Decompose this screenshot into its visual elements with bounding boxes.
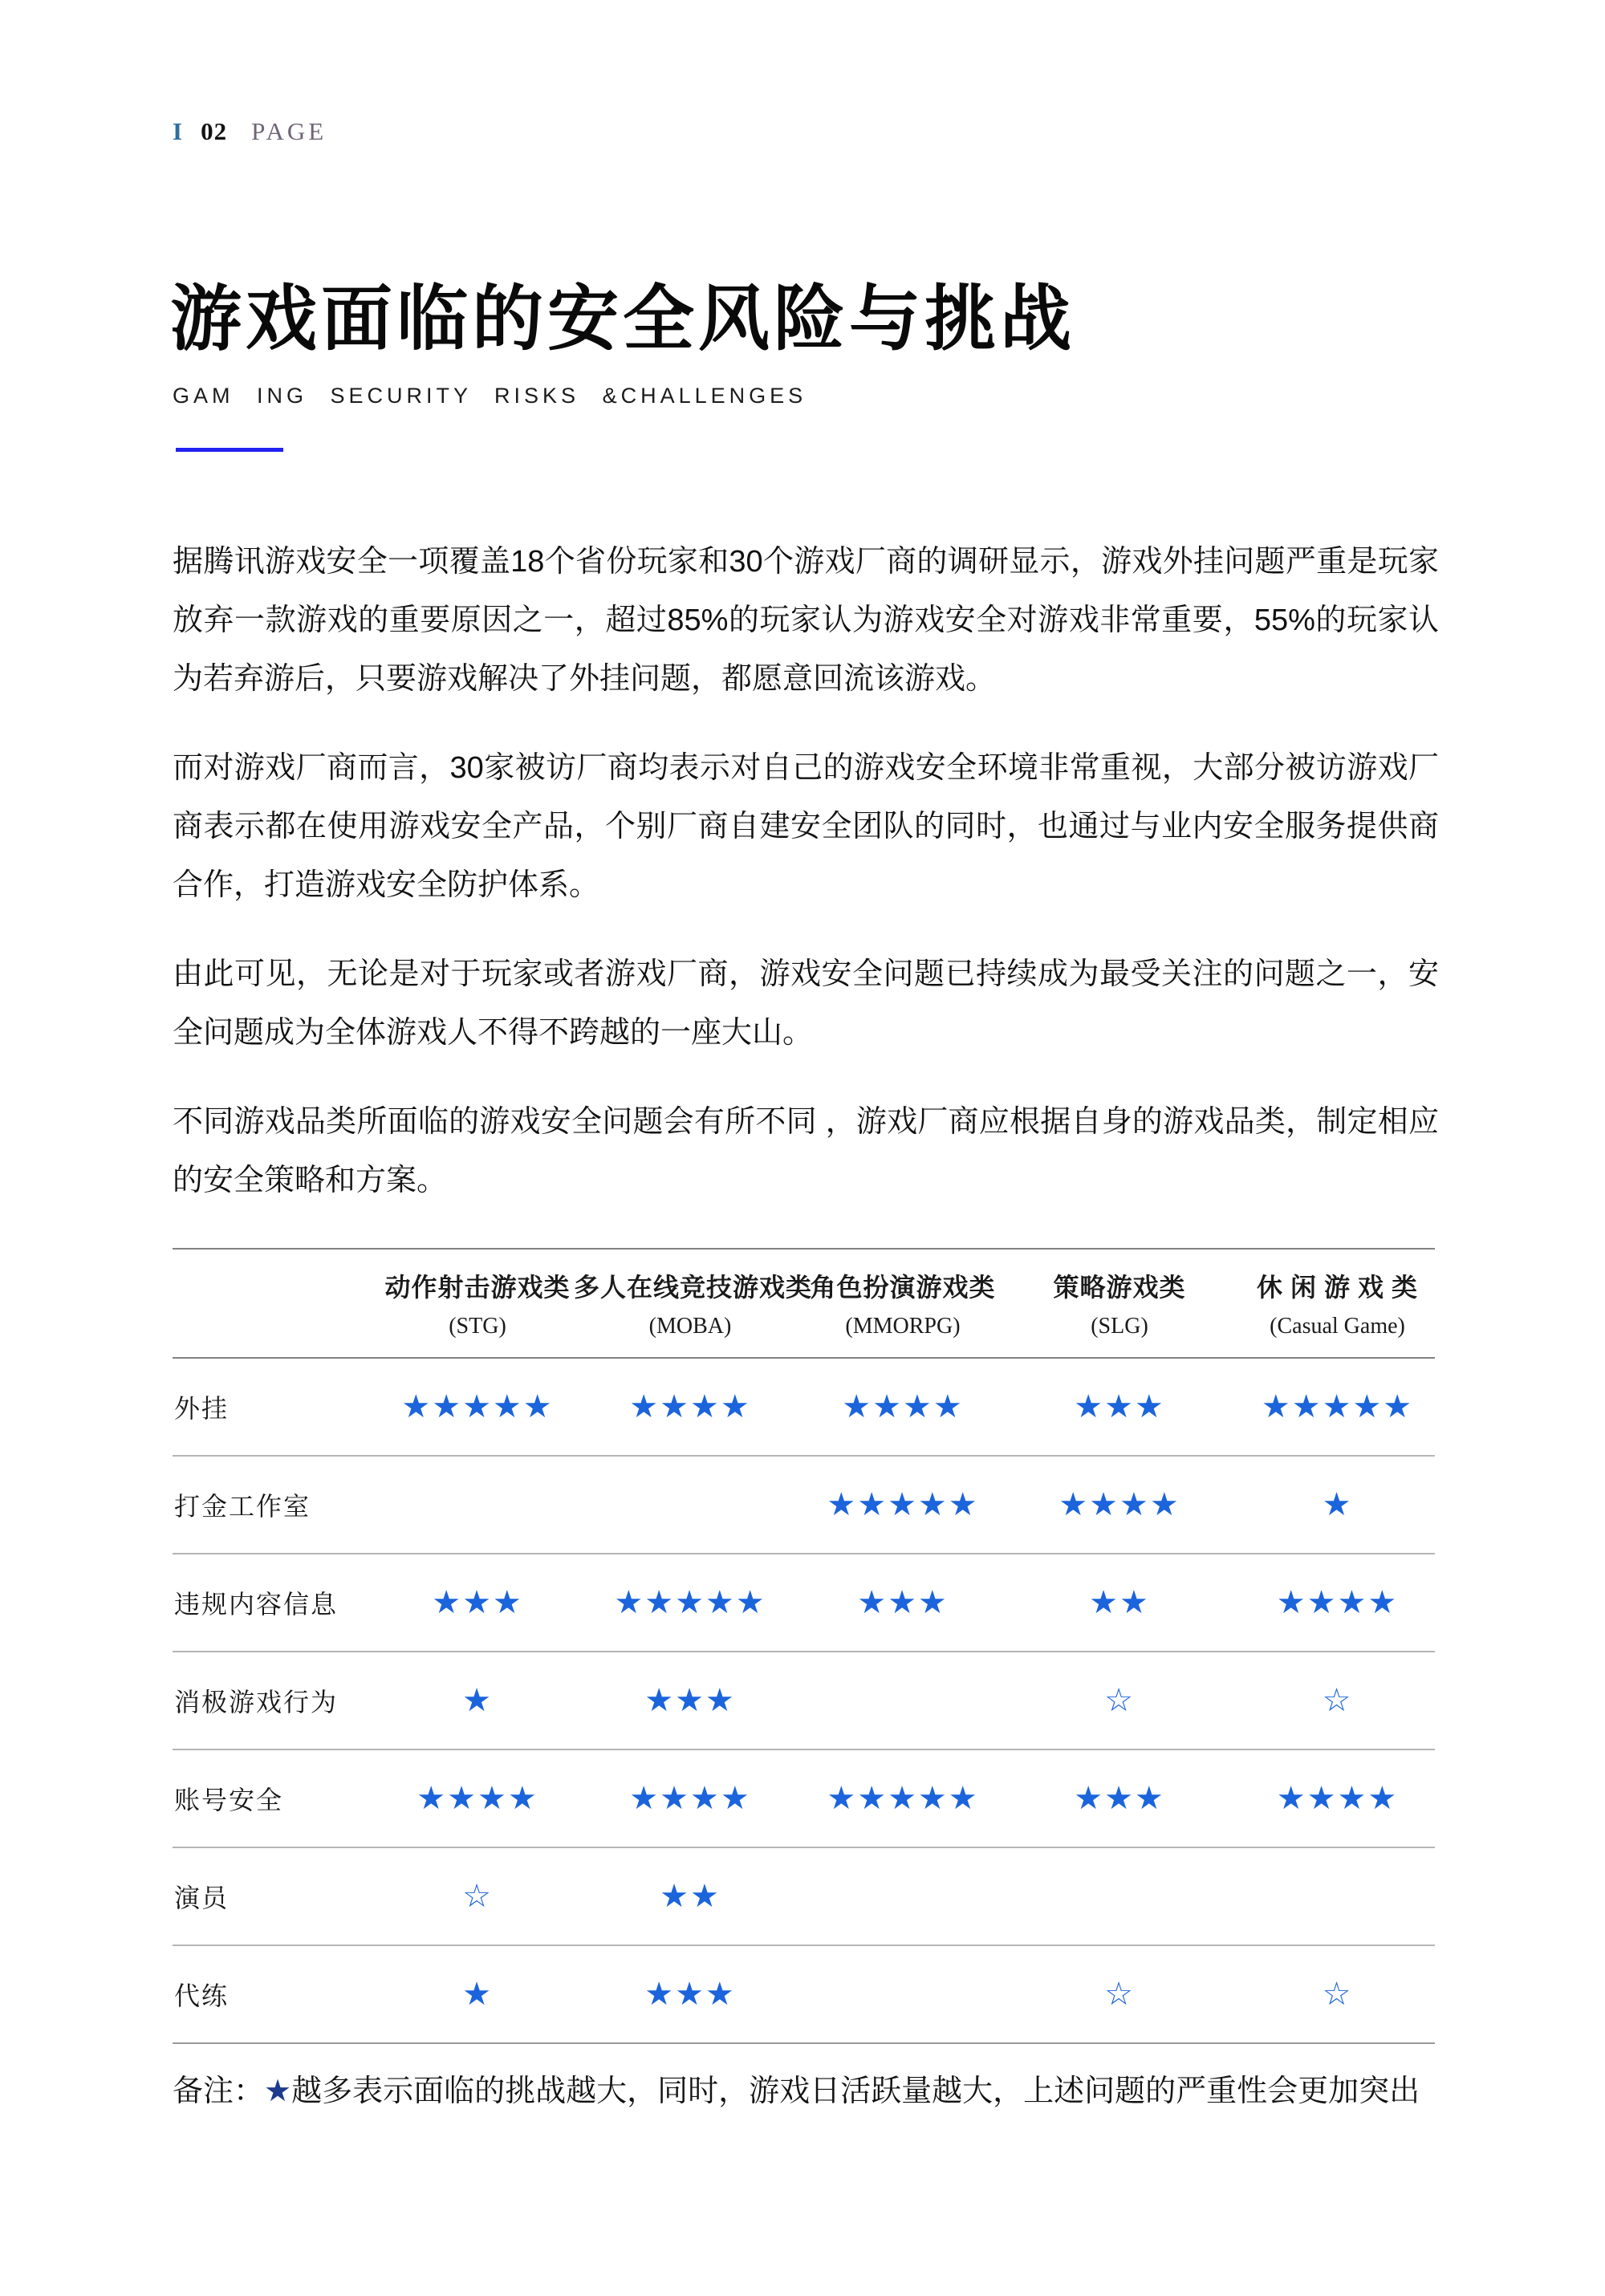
rating-cell: ★★★★: [842, 1388, 964, 1425]
rating-cell: ★★★★★: [1261, 1388, 1414, 1425]
table-row: [173, 1946, 1435, 2044]
accent-underline: [176, 448, 283, 452]
body-paragraph: 不同游戏品类所面临的游戏安全问题会有所不同 ，游戏厂商应根据自身的游戏品类，制定相应的安全策略和方案。: [173, 1105, 1439, 1197]
rating-cell: ★: [462, 1976, 493, 2013]
page-header: [173, 117, 327, 146]
rating-cell: ★★★: [644, 1682, 736, 1719]
rating-cell: ★★★★★: [827, 1486, 979, 1523]
rating-cell: ★★★★★: [827, 1780, 979, 1817]
rating-cell: ★★★: [432, 1584, 523, 1621]
rating-cell: ★★: [660, 1878, 721, 1915]
table-header-row: [173, 1250, 1435, 1359]
rating-cell: ☆: [1322, 1682, 1353, 1719]
row-label: 账号安全: [174, 1786, 284, 1814]
table-column-header: [1240, 1267, 1435, 1339]
body-paragraph: 据腾讯游戏安全一项覆盖18个省份玩家和30个游戏厂商的调研显示，游戏外挂问题严重是玩家放弃一款游戏的重要原因之一，超过85%的玩家认为游戏安全对游戏非常重要，55%的玩家认为若弃游后，只要游戏解决了外挂问题，都愿意回流该游戏。: [173, 545, 1439, 696]
rating-cell: ★: [462, 1682, 493, 1719]
table-column-header: [807, 1267, 999, 1339]
rating-cell: ★★★★: [1058, 1486, 1180, 1523]
column-header-en: (STG): [449, 1314, 506, 1339]
rating-cell: ☆: [1104, 1682, 1135, 1719]
column-header-zh: 策略游戏类: [1053, 1273, 1186, 1302]
footnote-body: 越多表示面临的挑战越大，同时，游戏日活跃量越大，上述问题的严重性会更加突出: [291, 2075, 1420, 2108]
rating-cell: ★: [1322, 1486, 1353, 1523]
row-label: 演员: [174, 1884, 230, 1912]
row-label: 外挂: [174, 1394, 230, 1423]
column-header-zh: 角色扮演游戏类: [810, 1273, 996, 1302]
rating-cell: ★★★★: [1276, 1780, 1399, 1817]
column-header-en: (MMORPG): [845, 1314, 961, 1339]
page-label: PAGE: [251, 117, 327, 145]
table-column-header: [381, 1267, 574, 1339]
rating-cell: ★★★: [644, 1976, 736, 2013]
footnote-star-icon: ★: [264, 2073, 292, 2108]
column-header-en: (MOBA): [648, 1314, 732, 1339]
rating-cell: ☆: [1104, 1976, 1135, 2013]
rating-cell: ★★★: [1074, 1388, 1165, 1425]
table-row: [173, 1554, 1435, 1652]
page-marker: I: [173, 117, 184, 145]
rating-cell: ★★: [1089, 1584, 1150, 1621]
row-label: 代练: [174, 1981, 230, 2010]
page-number: 02: [201, 117, 228, 145]
row-label: 违规内容信息: [174, 1590, 339, 1619]
column-header-en: (SLG): [1091, 1314, 1148, 1339]
column-header-zh: 休 闲 游 戏 类: [1256, 1273, 1418, 1302]
rating-cell: ★★★★: [416, 1780, 538, 1817]
body-paragraph: 由此可见，无论是对于玩家或者游戏厂商，游戏安全问题已持续成为最受关注的问题之一，安全问题成为全体游戏人不得不跨越的一座大山。: [173, 957, 1439, 1050]
rating-cell: ☆: [1322, 1976, 1353, 2013]
rating-cell: ★★★★★: [614, 1584, 766, 1621]
doc-subtitle: GAM ING SECURITY RISKS &CHALLENGES: [173, 384, 807, 408]
rating-cell: ★★★★: [629, 1780, 751, 1817]
table-column-header: [999, 1267, 1240, 1339]
table-row: [173, 1457, 1435, 1554]
rating-cell: ★★★★★: [401, 1388, 554, 1425]
rating-cell: ★★★: [1074, 1780, 1165, 1817]
table-row: [173, 1652, 1435, 1750]
rating-cell: ★★★★: [1276, 1584, 1399, 1621]
rating-cell: ☆: [462, 1878, 493, 1915]
row-label: 消极游戏行为: [174, 1688, 339, 1717]
table-row: [173, 1359, 1435, 1457]
body-paragraph: 而对游戏厂商而言，30家被访厂商均表示对自己的游戏安全环境非常重视，大部分被访游戏厂商表示都在使用游戏安全产品，个别厂商自建安全团队的同时，也通过与业内安全服务提供商合作，打造游戏安全防护体系。: [173, 751, 1439, 902]
doc-title: 游戏面临的安全风险与挑战: [170, 278, 1075, 359]
column-header-en: (Casual Game): [1270, 1314, 1405, 1339]
table-row: [173, 1750, 1435, 1848]
rating-cell: ★★★: [857, 1584, 949, 1621]
footnote: [173, 2067, 1439, 2115]
rating-cell: ★★★★: [629, 1388, 751, 1425]
footnote-prefix: 备注：: [173, 2075, 265, 2108]
table-row: [173, 1848, 1435, 1946]
table-column-header: [574, 1267, 813, 1339]
row-label: 打金工作室: [174, 1492, 311, 1521]
column-header-zh: 动作射击游戏类: [384, 1273, 571, 1302]
column-header-zh: 多人在线竞技游戏类: [574, 1273, 813, 1302]
risk-table: [173, 1248, 1435, 2044]
body-text: [173, 533, 1439, 1241]
